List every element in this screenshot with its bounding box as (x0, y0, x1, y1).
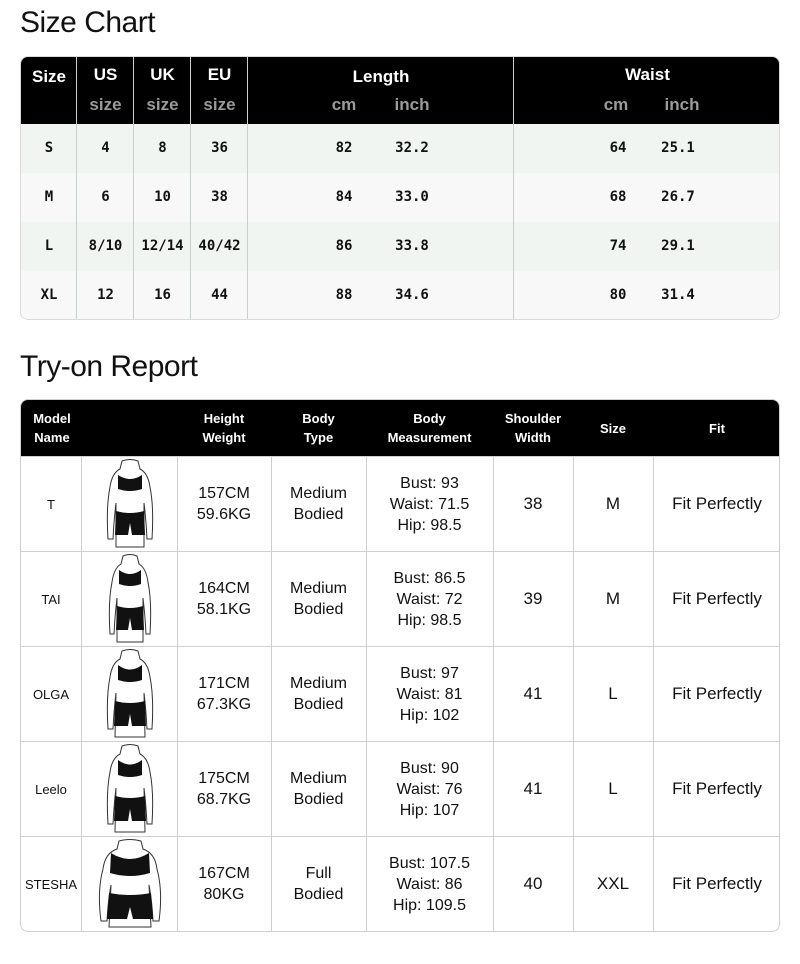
header-measure-line1: Body (413, 411, 446, 426)
header-model-name (21, 400, 83, 456)
us-cell: 6 (101, 189, 110, 205)
model-photo (82, 552, 177, 646)
bust-value: Bust: 97 (400, 664, 459, 682)
column-divider (191, 57, 248, 320)
waist-cm-cell: 68 (609, 189, 627, 205)
model-photo (82, 837, 177, 931)
bust-value: Bust: 93 (400, 474, 459, 492)
body-type-line1: Full (305, 865, 332, 882)
header-length-inch: inch (394, 95, 430, 114)
length-cm-cell: 86 (335, 238, 353, 254)
table-row (21, 456, 780, 551)
size-value: M (605, 589, 621, 608)
header-model-line2: Name (34, 430, 70, 445)
bust-value: Bust: 86.5 (393, 569, 466, 587)
eu-cell: 40/42 (198, 238, 241, 254)
eu-cell: 38 (211, 189, 228, 205)
hip-value: Hip: 109.5 (393, 896, 466, 914)
body-measurement (366, 837, 493, 931)
size-cell: S (44, 140, 54, 156)
model-photo (82, 742, 177, 836)
fit-value: Fit Perfectly (672, 779, 762, 798)
body-type (271, 742, 366, 836)
bust-value: Bust: 90 (400, 759, 459, 777)
model-photo (82, 647, 177, 741)
eu-cell: 36 (211, 140, 228, 156)
size-cell: XL (40, 287, 58, 303)
tryon-report-title: Try-on Report (20, 350, 198, 383)
waist-inch-cell: 25.1 (661, 140, 695, 156)
model-name: Leelo (35, 781, 67, 797)
model-name: OLGA (32, 686, 70, 702)
column-divider (248, 57, 514, 320)
height-weight (177, 457, 271, 551)
length-inch-cell: 33.0 (395, 189, 429, 205)
height-weight (177, 647, 271, 741)
size-value: XXL (596, 874, 630, 893)
waist-value: Waist: 72 (396, 590, 463, 608)
header-uk: UK (150, 65, 175, 84)
header-height-line2: Weight (202, 430, 246, 445)
hip-value: Hip: 102 (399, 706, 460, 724)
header-shoulder-width (493, 400, 573, 456)
hip-value: Hip: 98.5 (397, 516, 462, 534)
model-figure-icon (100, 459, 160, 549)
size-value: L (608, 684, 618, 703)
height-value: 167CM (198, 865, 250, 882)
waist-value: Waist: 81 (396, 685, 463, 703)
body-type (271, 552, 366, 646)
header-body-type (271, 400, 366, 456)
length-cm-cell: 82 (335, 140, 353, 156)
body-type (271, 837, 366, 931)
model-name: TAI (41, 591, 61, 607)
header-us-sub: size (89, 95, 122, 114)
body-type-line2: Bodied (293, 791, 344, 808)
us-cell: 8/10 (88, 238, 123, 254)
body-measurement (366, 552, 493, 646)
uk-cell: 12/14 (141, 238, 184, 254)
shoulder-width: 38 (523, 494, 543, 513)
shoulder-width: 40 (523, 874, 543, 893)
header-body-measurement (366, 400, 493, 456)
height-value: 157CM (198, 485, 250, 502)
length-inch-cell: 34.6 (395, 287, 429, 303)
waist-cm-cell: 64 (609, 140, 627, 156)
header-body-type-line2: Type (303, 430, 334, 445)
body-type (271, 647, 366, 741)
waist-value: Waist: 71.5 (389, 495, 470, 513)
size-cell: L (44, 238, 54, 254)
weight-value: 58.1KG (196, 601, 252, 618)
hip-value: Hip: 98.5 (397, 611, 462, 629)
table-row (21, 646, 780, 741)
model-figure-icon (100, 744, 160, 834)
body-type-line2: Bodied (293, 601, 344, 618)
length-inch-cell: 32.2 (395, 140, 429, 156)
model-name: T (47, 496, 55, 512)
header-waist: Waist (625, 65, 670, 84)
size-chart-table (20, 56, 780, 320)
height-value: 164CM (198, 580, 250, 597)
us-cell: 4 (101, 140, 110, 156)
header-uk-sub: size (146, 95, 179, 114)
header-eu-sub: size (203, 95, 236, 114)
table-row (21, 551, 780, 646)
model-figure-icon (100, 554, 160, 644)
body-type-line1: Medium (290, 675, 347, 692)
length-cm-cell: 84 (335, 189, 353, 205)
header-body-type-line1: Body (302, 411, 335, 426)
header-length: Length (352, 67, 410, 86)
tryon-report-table (20, 399, 780, 932)
header-eu: EU (207, 65, 232, 84)
waist-value: Waist: 76 (396, 780, 463, 798)
height-value: 171CM (198, 675, 250, 692)
header-size-label: Size (599, 420, 626, 436)
body-type-line2: Bodied (293, 506, 344, 523)
table-row (21, 741, 780, 836)
length-inch-cell: 33.8 (395, 238, 429, 254)
header-fit (653, 400, 780, 456)
header-size (573, 400, 653, 456)
eu-cell: 44 (211, 287, 228, 303)
column-divider (134, 57, 191, 320)
header-shoulder-line1: Shoulder (504, 411, 562, 426)
size-value: M (605, 494, 621, 513)
bust-value: Bust: 107.5 (389, 854, 470, 872)
us-cell: 12 (97, 287, 114, 303)
height-weight (177, 742, 271, 836)
column-divider (77, 57, 134, 320)
model-figure-icon (94, 839, 166, 929)
fit-value: Fit Perfectly (672, 874, 762, 893)
model-photo (82, 457, 177, 551)
hip-value: Hip: 107 (399, 801, 460, 819)
waist-cm-cell: 74 (609, 238, 627, 254)
size-chart-title: Size Chart (20, 6, 156, 39)
weight-value: 59.6KG (196, 506, 252, 523)
body-type (271, 457, 366, 551)
body-type-line1: Medium (290, 770, 347, 787)
shoulder-width: 39 (523, 589, 543, 608)
height-weight (177, 837, 271, 931)
weight-value: 80KG (203, 886, 245, 903)
body-type-line2: Bodied (293, 886, 344, 903)
waist-value: Waist: 86 (396, 875, 463, 893)
weight-value: 67.3KG (196, 696, 252, 713)
uk-cell: 10 (154, 189, 171, 205)
column-divider (21, 57, 77, 320)
size-cell: M (44, 189, 54, 205)
model-figure-icon (100, 649, 160, 739)
header-measure-line2: Measurement (387, 430, 472, 445)
header-model-line1: Model (33, 411, 71, 426)
fit-value: Fit Perfectly (672, 684, 762, 703)
header-us: US (93, 65, 118, 84)
waist-cm-cell: 80 (609, 287, 627, 303)
shoulder-width: 41 (523, 779, 543, 798)
header-waist-inch: inch (664, 95, 700, 114)
uk-cell: 8 (158, 140, 167, 156)
fit-value: Fit Perfectly (672, 589, 762, 608)
tryon-header (21, 400, 780, 456)
header-size: Size (31, 67, 67, 86)
header-height-weight (177, 400, 271, 456)
body-measurement (366, 457, 493, 551)
shoulder-width: 41 (523, 684, 543, 703)
height-weight (177, 552, 271, 646)
size-value: L (608, 779, 618, 798)
length-cm-cell: 88 (335, 287, 353, 303)
waist-inch-cell: 31.4 (661, 287, 695, 303)
waist-inch-cell: 26.7 (661, 189, 695, 205)
header-waist-cm: cm (603, 95, 629, 114)
body-measurement (366, 647, 493, 741)
header-fit-label: Fit (709, 420, 725, 436)
weight-value: 68.7KG (196, 791, 252, 808)
waist-inch-cell: 29.1 (661, 238, 695, 254)
body-type-line1: Medium (290, 580, 347, 597)
uk-cell: 16 (154, 287, 171, 303)
header-shoulder-line2: Width (515, 430, 551, 445)
body-measurement (366, 742, 493, 836)
table-row (21, 836, 780, 931)
height-value: 175CM (198, 770, 250, 787)
header-length-cm: cm (331, 95, 357, 114)
body-type-line1: Medium (290, 485, 347, 502)
body-type-line2: Bodied (293, 696, 344, 713)
model-name: STESHA (24, 876, 77, 892)
fit-value: Fit Perfectly (672, 494, 762, 513)
header-height-line1: Height (203, 411, 245, 426)
